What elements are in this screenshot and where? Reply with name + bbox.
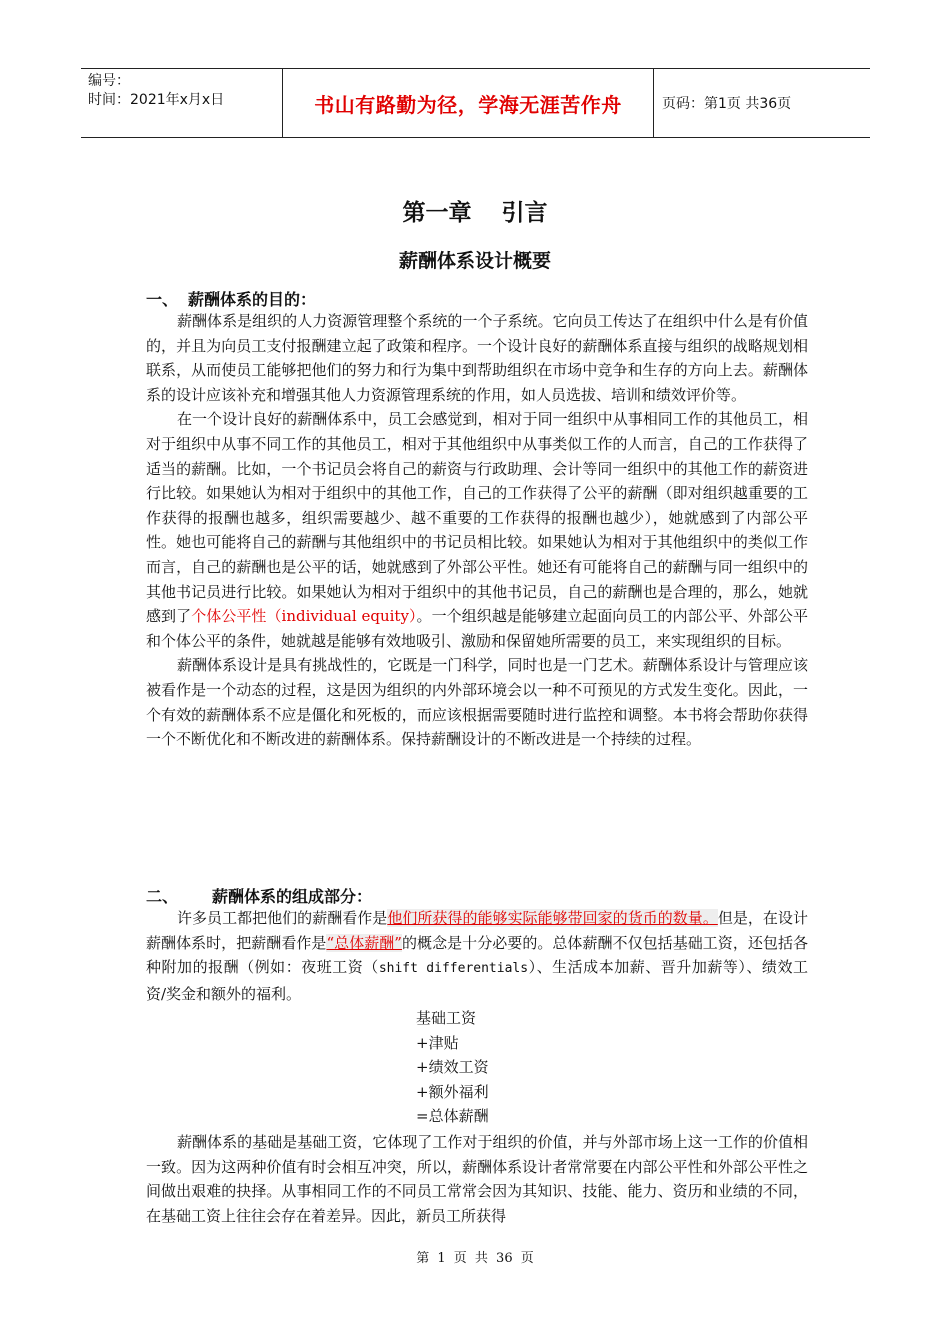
formula-line: 基础工资	[416, 1009, 477, 1027]
section-1-body	[146, 309, 808, 752]
section-2-title: 薪酬体系的组成部分：	[212, 887, 373, 906]
document-subtitle: 薪酬体系设计概要	[398, 250, 551, 272]
english-term: shift differentials	[378, 961, 529, 977]
paragraph-text: ）、生活成本加薪、晋升加薪等）、绩效工资/奖金和额外的福利。	[146, 958, 808, 1003]
highlighted-phrase: 他们所获得的能够实际能够带回家的货币的数量。	[387, 909, 718, 927]
time-label: 时间：2021年x月x日	[88, 92, 225, 108]
page-footer: 第 1 页 共 36 页	[416, 1251, 534, 1266]
formula-line: +津贴	[416, 1033, 459, 1052]
section-1-title: 薪酬体系的目的：	[188, 290, 317, 309]
paragraph-text: 。一个组织越是能够建立起面向员工的内部公平、外部公平和个体公平的条件，她就越是能够有效地吸引、激励和保留她所需要的员工，来实现组织的目标。	[146, 607, 808, 650]
header-motto: 书山有路勤为径，学海无涯苦作舟	[282, 69, 654, 137]
paragraph-text: 但是，在设计薪酬体系时，把薪酬看作是	[146, 909, 808, 952]
compensation-formula	[416, 1006, 489, 1129]
paragraph: 薪酬体系的基础是基础工资，它体现了工作对于组织的价值，并与外部市场上这一工作的价值相一致。因为这两种价值有时会相互冲突，所以，薪酬体系设计者常常要在内部公平性和外部公平性之间做出艰难的抉择。从事相同工作的不同员工常常会因为其知识、技能、能力、资历和业绩的不同，在基础工资上往往会存在着差异。因此，新员工所获得	[146, 1133, 808, 1225]
total-compensation-term: “总体薪酬”	[326, 933, 402, 952]
paragraph-text: 许多员工都把他们的薪酬看作是	[177, 909, 388, 927]
formula-line: +绩效工资	[416, 1058, 489, 1077]
section-2-body-1	[146, 906, 808, 1006]
header-left-cell	[81, 69, 282, 137]
section-2-heading	[146, 884, 372, 907]
formula-line: =总体薪酬	[416, 1107, 489, 1126]
paragraph	[146, 906, 808, 1006]
page-header	[81, 68, 870, 138]
paragraph-text: 的概念是十分必要的。总体薪酬不仅包括基础工资，还包括各种附加的报酬（例如：夜班工资（	[146, 933, 808, 977]
paragraph: 薪酬体系是组织的人力资源管理整个系统的一个子系统。它向员工传达了在组织中什么是有价值的，并且为向员工支付报酬建立起了政策和程序。一个设计良好的薪酬体系直接与组织的战略规划相联系，从而使员工能够把他们的努力和行为集中到帮助组织在市场中竞争和生存的方向上去。薪酬体系的设计应该补充和增强其他人力资源管理系统的作用，如人员选拔、培训和绩效评价等。	[146, 312, 808, 404]
section-2-body-2	[146, 1130, 808, 1228]
header-page-info: 页码：第1页 共36页	[662, 96, 792, 112]
paragraph: 薪酬体系设计是具有挑战性的，它既是一门科学，同时也是一门艺术。薪酬体系设计与管理应该被看作是一个动态的过程，这是因为组织的内外部环境会以一种不可预见的方式发生变化。因此，一个有效的薪酬体系不应是僵化和死板的，而应该根据需要随时进行监控和调整。本书将会帮助你获得一个不断优化和不断改进的薪酬体系。保持薪酬设计的不断改进是一个持续的过程。	[146, 656, 808, 749]
individual-equity-term: 个体公平性（individual equity）	[191, 607, 417, 626]
section-1-heading	[146, 287, 316, 310]
paragraph	[146, 407, 808, 653]
formula-line: +额外福利	[416, 1082, 489, 1101]
chapter-title: 第一章 引言	[402, 200, 548, 226]
paragraph-text: 在一个设计良好的薪酬体系中，员工会感觉到，相对于同一组织中从事相同工作的其他员工，相对于组织中从事不同工作的其他员工，相对于其他组织中从事类似工作的人而言，自己的工作获得了适当的薪酬。比如，一个书记员会将自己的薪资与行政助理、会计等同一组织中的其他工作的薪资进行比较。如果她认为相对于组织中的其他工作，自己的工作获得了公平的薪酬（即对组织越重要的工作获得的报酬也越多，组织需要越少、越不重要的工作获得的报酬也越少），她就感到了内部公平性。她也可能将自己的薪酬与其他组织中的书记员相比较。如果她认为相对于其他组织中的类似工作而言，自己的薪酬也是公平的话，她就感到了外部公平性。她还有可能将自己的薪酬与同一组织中的其他书记员进行比较。如果她认为相对于组织中的其他书记员，自己的薪酬也是合理的，那么，她就感到了	[146, 410, 808, 626]
number-label: 编号：	[88, 73, 130, 89]
section-1-number: 一、	[146, 290, 179, 309]
section-2-number: 二、	[146, 887, 179, 906]
